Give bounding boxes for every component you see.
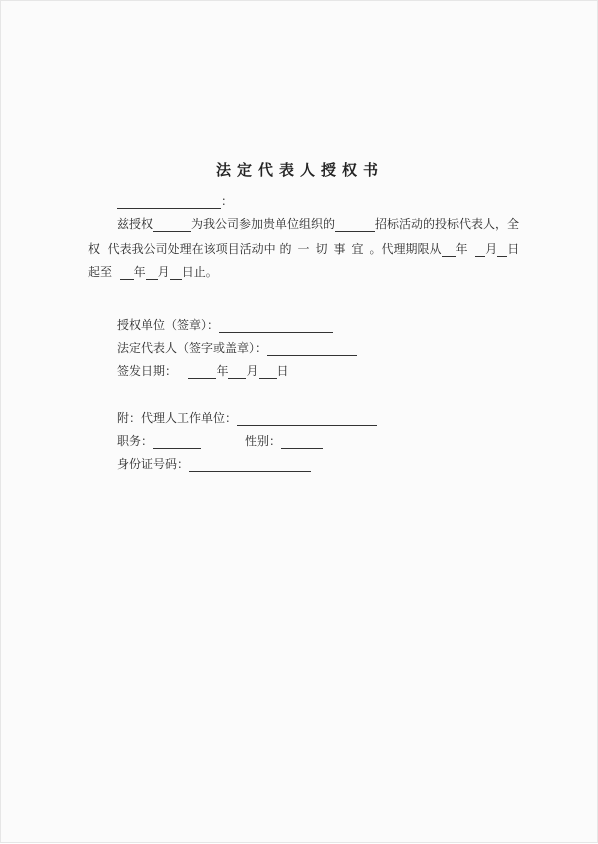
body-line-1 <box>117 216 519 232</box>
issue-day-blank <box>259 366 277 379</box>
recipient-blank <box>117 196 221 209</box>
issue-month-text: 月 <box>246 364 259 378</box>
issue-day-text: 日 <box>276 364 289 378</box>
id-number-blank <box>189 459 311 472</box>
issue-date-label: 签发日期： <box>117 364 178 378</box>
id-number-row <box>117 456 311 472</box>
position-blank <box>153 436 201 449</box>
position-label: 职务： <box>117 434 154 448</box>
recipient-colon: ： <box>221 194 234 208</box>
body-text: 兹授权 <box>117 217 154 231</box>
end-day-blank <box>170 267 182 280</box>
body-line-3 <box>88 264 218 280</box>
authorizing-unit-blank <box>219 320 333 333</box>
body-text: 。代理期限从 <box>369 242 442 256</box>
start-month-blank <box>475 244 485 257</box>
issue-month-blank <box>228 366 246 379</box>
gender-blank <box>281 436 323 449</box>
gender-label: 性别： <box>245 434 282 448</box>
body-text: 的一切事宜 <box>279 242 370 256</box>
body-text: 为我公司参加贵单位组织的 <box>191 217 336 231</box>
document-title: 法定代表人授权书 <box>215 161 384 179</box>
body-text: 权 <box>88 242 101 256</box>
agent-workplace-row <box>117 410 377 426</box>
issue-date-row <box>117 363 289 379</box>
body-text: 年 <box>455 242 468 256</box>
legal-rep-blank <box>267 343 357 356</box>
body-text: 招标活动的投标代表人，全 <box>375 217 520 231</box>
body-text: 月 <box>485 242 498 256</box>
issue-year-text: 年 <box>216 364 229 378</box>
project-name-blank <box>335 219 375 232</box>
body-text: 日 <box>507 242 520 256</box>
authorization-letter <box>1 1 598 844</box>
authorizing-unit-row <box>117 317 333 333</box>
legal-rep-label: 法定代表人（签字或盖章）： <box>117 341 268 355</box>
body-text: 月 <box>157 265 170 279</box>
body-text: 代表我公司处理在该项目活动中 <box>107 242 276 256</box>
end-month-blank <box>146 267 158 280</box>
end-year-blank <box>120 267 134 280</box>
agent-workplace-blank <box>237 413 377 426</box>
legal-rep-row <box>117 340 357 356</box>
body-text: 日止。 <box>181 265 218 279</box>
body-line-2 <box>88 241 519 257</box>
start-year-blank <box>442 244 456 257</box>
body-text: 起至 <box>88 265 113 279</box>
id-number-label: 身份证号码： <box>117 457 190 471</box>
issue-year-blank <box>188 366 216 379</box>
agent-name-blank <box>153 219 191 232</box>
start-day-blank <box>497 244 507 257</box>
agent-workplace-label: 附：代理人工作单位： <box>117 411 238 425</box>
body-text: 年 <box>133 265 146 279</box>
authorizing-unit-label: 授权单位（签章）： <box>117 318 220 332</box>
recipient-line <box>117 192 233 209</box>
position-gender-row <box>117 433 323 449</box>
